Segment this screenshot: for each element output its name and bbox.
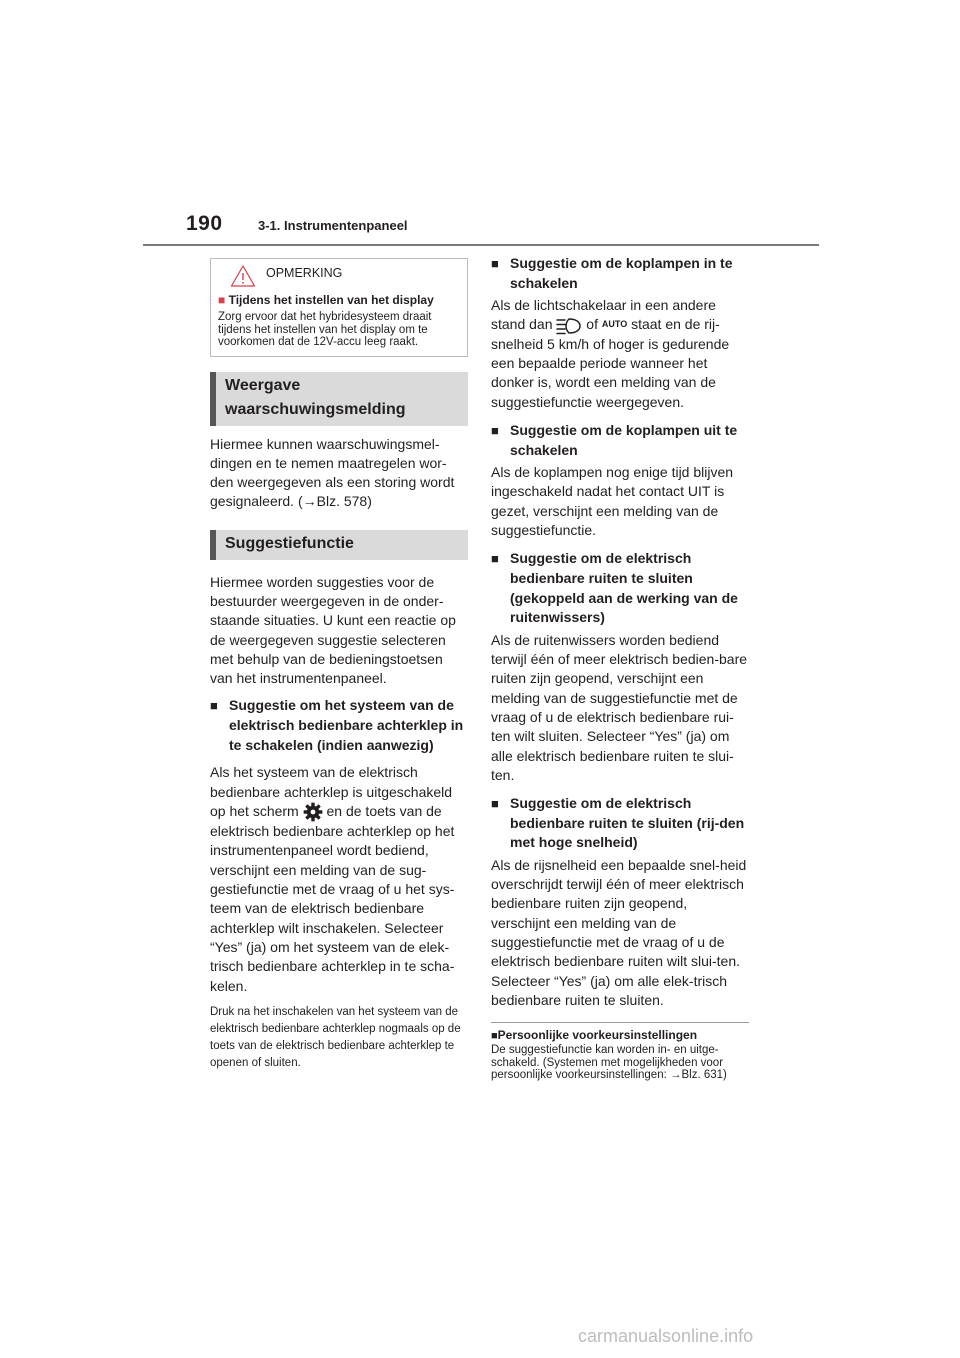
tailgate-note: Druk na het inschakelen van het systeem van de elektrisch bedienbare achterklep nogmaals op de toets van de elektrisch bedienbare achterklep te openen of sluiten. (210, 1005, 461, 1069)
lights-off-paragraph: Als de koplampen nog enige tijd blijven ingeschakeld nadat het contact UIT is gezet, verschijnt een melding van de suggestiefunctie. (491, 464, 734, 539)
lights-on-heading: ■ Suggestie om de koplampen in te schakelen (491, 254, 749, 293)
windows-speed-heading: ■ Suggestie om de elektrisch bedienbare ruiten te sluiten (rij-den met hoge snelheid) (491, 794, 749, 853)
preferences-divider (491, 1022, 749, 1023)
suggestion-paragraph: Hiermee worden suggesties voor de bestuurder weergegeven in de onder-staande situaties. U kunt een reactie op de weergegeven suggestie selecteren met behulp van de bedieningstoetsen van het instrumentenpaneel. (210, 573, 456, 687)
watermark: carmanualsonline.info (578, 1326, 754, 1346)
tailgate-paragraph: Als het systeem van de elektrisch bedienbare achterklep is uitgeschakeld op het scherm en de toets van de elektrisch bedienbare achterklep op het instrumentenpaneel wordt bediend, verschijnt een melding van de sug-gestiefunctie met de vraag of u het sys-teem van de elektrisch bedienbare achterklep wilt inschakelen. Selecteer “Yes” (ja) om het systeem van de elek-trisch bedienbare achterklep in te scha-kelen. (210, 764, 455, 994)
preferences-heading: ■Persoonlijke voorkeursinstellingen (491, 1028, 698, 1043)
notice-box (210, 258, 468, 357)
page-header (186, 212, 826, 240)
preferences-paragraph: De suggestiefunctie kan worden in- en uitge-schakeld. (Systemen met mogelijkheden voor persoonlijke voorkeursinstellingen: →Blz. 631) (491, 1044, 727, 1082)
warning-paragraph: Hiermee kunnen waarschuwingsmel-dingen en te nemen maatregelen wor-den weergegeven als een storing wordt gesignaleerd. (→Blz. 578) (210, 435, 455, 510)
page-link-631[interactable]: →Blz. 631) (670, 1069, 727, 1082)
header-divider (143, 244, 819, 246)
warning-triangle-icon (230, 264, 256, 288)
section-heading-suggestion: Suggestiefunctie (210, 530, 468, 560)
windows-wiper-heading: ■ Suggestie om de elektrisch bedienbare ruiten te sluiten (gekoppeld aan de werking van de ruitenwissers) (491, 549, 749, 627)
tailgate-heading: ■ Suggestie om het systeem van de elektrisch bedienbare achterklep in te schakelen (indien aanwezig) (210, 696, 468, 755)
windows-wiper-paragraph: Als de ruitenwissers worden bediend terwijl één of meer elektrisch bedien-bare ruiten zijn geopend, verschijnt een melding van de suggestiefunctie met de vraag of u de elektrisch bedienbare rui-ten wilt sluiten. Selecteer “Yes” (ja) om alle elektrisch bedienbare ruiten te slui-ten. (491, 631, 748, 783)
windows-speed-paragraph: Als de rijsnelheid een bepaalde snel-heid overschrijdt terwijl één of meer elektrisch bedienbare ruiten zijn geopend, verschijnt een melding van de suggestiefunctie met de vraag of u de elektrisch bedienbare ruiten wilt slui-ten. Selecteer “Yes” (ja) om alle elek-trisch bedienbare ruiten te sluiten. (491, 856, 747, 1008)
auto-mode-label: AUTO (601, 319, 628, 330)
notice-subheading: ■ Tijdens het instellen van het display (218, 293, 434, 307)
right-column (491, 254, 749, 1082)
notice-text: Zorg ervoor dat het hybridesysteem draait tijdens het instellen van het display om te voorkomen dat de 12V-accu leeg raakt. (218, 311, 432, 348)
lights-off-heading: ■ Suggestie om de koplampen uit te schakelen (491, 421, 749, 460)
headlight-icon (556, 317, 582, 335)
left-column (210, 258, 468, 1072)
notice-title: OPMERKING (266, 266, 343, 280)
page-link-578[interactable]: →Blz. 578) (302, 493, 372, 510)
section-heading-warning: Weergave waarschuwingsmelding (210, 372, 468, 426)
gear-icon (303, 802, 323, 822)
lights-on-paragraph: Als de lichtschakelaar in een andere stand dan of AUTO staat en de rij-snelheid 5 km/h of hoger is gedurende een bepaalde periode wanneer het donker is, wordt een melding van de suggestiefunctie weergegeven. (491, 297, 730, 410)
section-title: 3-1. Instrumentenpaneel (258, 218, 408, 233)
page-number: 190 (186, 212, 223, 235)
